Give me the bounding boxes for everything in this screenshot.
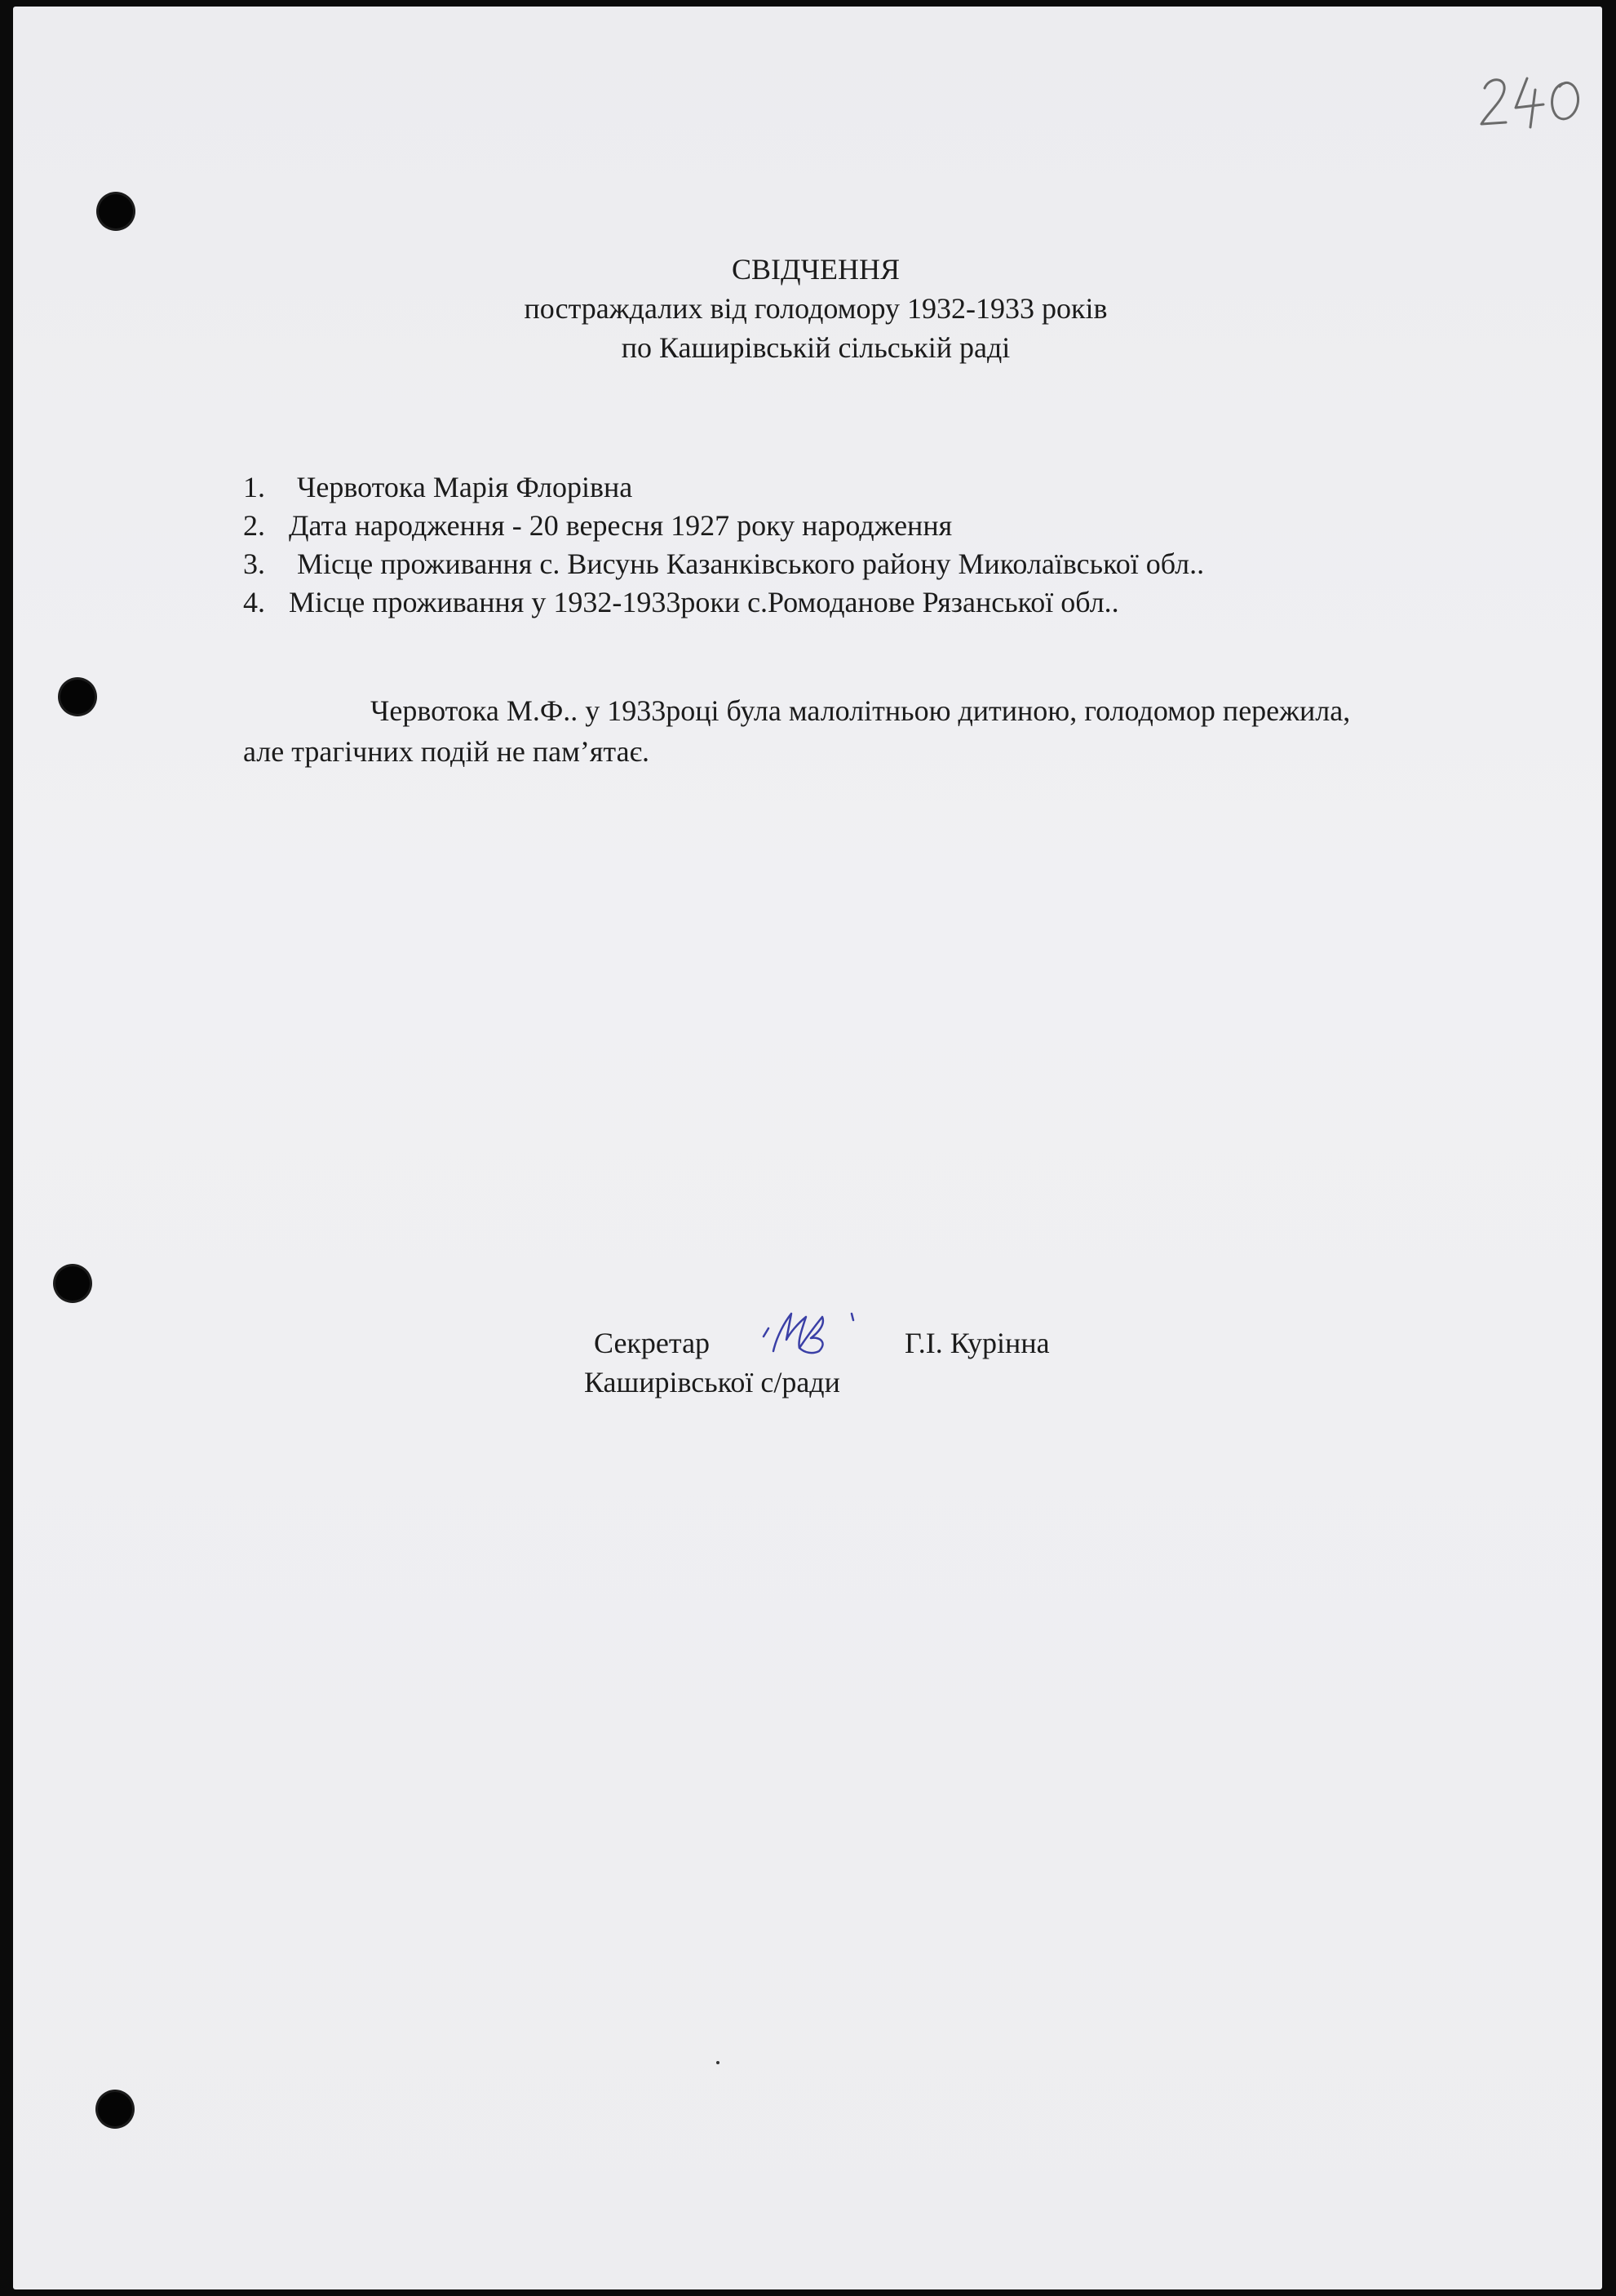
list-item: 2. Дата народження - 20 вересня 1927 року народження — [243, 507, 1204, 545]
list-item: 1. Червотока Марія Флорівна — [243, 468, 1204, 507]
current-residence: Місце проживання с. Висунь Казанківського району Миколаївської обл.. — [297, 547, 1205, 580]
punch-hole — [55, 1266, 90, 1301]
testimony-paragraph: Червотока М.Ф.. у 1933році була малолітньою дитиною, голодомор пережила, але трагічних подій не пам’ятає. — [243, 694, 1351, 768]
council-name: по Каширівській сільській раді — [621, 331, 1011, 364]
document-subtitle: постраждалих від голодомору 1932-1933 років — [524, 292, 1108, 325]
punch-hole — [99, 194, 133, 228]
document-page — [13, 7, 1602, 2289]
document-heading — [13, 250, 1602, 367]
list-item: 3. Місце проживання с. Висунь Казанківського району Миколаївської обл.. — [243, 545, 1204, 583]
punch-hole — [60, 680, 95, 714]
full-name: Червотока Марія Флорівна — [297, 471, 633, 503]
list-item: 4. Місце проживання у 1932-1933роки с.Ромоданове Рязанської обл.. — [243, 583, 1204, 622]
signatory-role: Секретар Каширівської с/ради — [584, 1327, 840, 1398]
document-title: СВІДЧЕННЯ — [732, 253, 900, 286]
punch-hole — [98, 2092, 132, 2126]
residence-1932-1933: Місце проживання у 1932-1933роки с.Ромоданове Рязанської обл.. — [289, 586, 1119, 618]
folio-number-handwritten — [1470, 57, 1592, 139]
paper-speck — [716, 2061, 719, 2064]
birth-date: Дата народження - 20 вересня 1927 року народження — [289, 509, 953, 542]
handwritten-signature — [752, 1304, 874, 1369]
personal-details-list — [243, 468, 1204, 622]
signatory-name: Г.І. Курінна — [905, 1327, 1050, 1359]
